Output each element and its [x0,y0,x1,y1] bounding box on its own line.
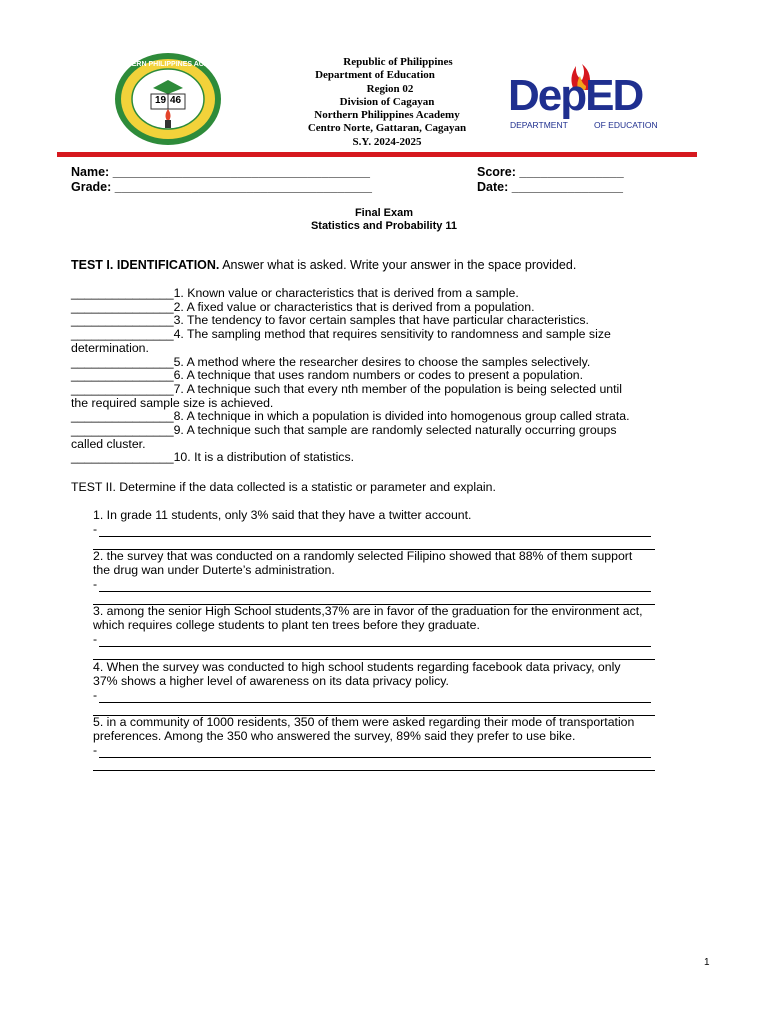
header-line-department: Department of Education [315,69,435,82]
test2-item-4: 4. When the survey was conducted to high school students regarding facebook data privacy, only [93,660,621,674]
header-line-school: Northern Philippines Academy [314,109,460,122]
page-number: 1 [704,957,710,968]
test1-item-10: _______________10. It is a distribution of statistics. [71,450,355,465]
test2-instructions: TEST II. Determine if the data collected is a statistic or parameter and explain. [71,480,496,494]
grade-field[interactable] [71,180,372,194]
answer-line[interactable] [99,536,651,537]
score-label: Score: [477,165,516,179]
test1-instructions: Answer what is asked. Write your answer in the space provided. [219,258,577,272]
test1-item-5: _______________5. A method where the researcher desires to choose the samples selectively. [71,354,591,369]
header-divider [57,152,697,157]
seal-year-right: 46 [170,95,182,106]
test2-item-2: 2. the survey that was conducted on a randomly selected Filipino showed that 88% of them support [93,549,633,563]
test1-heading [71,259,576,273]
date-field[interactable] [477,180,623,194]
test2-item-3: 3. among the senior High School students,37% are in favor of the graduation for the environment act, [93,604,643,618]
test1-item-9: _______________9. A technique such that sample are randomly selected naturally occurring groups [71,423,617,438]
exam-title: Final Exam [354,207,414,219]
test1-heading-label: TEST I [71,258,110,272]
test2-item-2-cont: the drug wan under Duterte’s administration. [93,563,335,577]
test2-item-4-cont: 37% shows a higher level of awareness on its data privacy policy. [93,674,449,688]
test1-item-9-cont: called cluster. [71,436,146,451]
name-label: Name: [71,165,110,179]
test1-heading-type: . IDENTIFICATION. [109,258,220,272]
grade-blank[interactable]: _____________________________________ [114,180,373,194]
answer-line[interactable] [99,646,651,647]
test1-item-3: _______________3. The tendency to favor certain samples that have particular characteristics. [71,313,589,328]
test1-item-1: _______________1. Known value or characteristics that is derived from a sample. [71,286,519,300]
test1-item-8: _______________8. A technique in which a population is divided into homogenous group called strata. [71,409,630,424]
school-seal-logo [106,52,230,147]
seal-ring-text: NORTHERN PHILIPPINES ACADEMY [106,61,230,68]
test2-item-3-dash: - [93,632,98,646]
test1-item-7-cont: the required sample size is achieved. [71,395,274,410]
deped-logo-subtext-left: DEPARTMENT [510,120,568,130]
test1-item-6: _______________6. A technique that uses random numbers or codes to present a population. [71,368,584,383]
header-line-school-year: S.Y. 2024-2025 [352,135,422,148]
test1-items [71,287,630,465]
deped-logo-wordmark: DepED [508,71,643,120]
header-line-region: Region 02 [366,82,414,95]
exam-subject: Statistics and Probability 11 [310,220,458,232]
grade-label: Grade: [71,180,112,194]
name-field[interactable] [71,165,370,179]
score-blank[interactable]: _______________ [519,165,624,179]
test2-item-2-dash: - [93,577,98,591]
letterhead [270,56,510,149]
date-blank[interactable]: ________________ [511,180,623,194]
test2-item-5-cont: preferences. Among the 350 who answered the survey, 89% said they prefer to use bike. [93,729,576,743]
name-blank[interactable]: _____________________________________ [112,165,370,179]
answer-line[interactable] [99,702,651,703]
answer-line[interactable] [93,770,655,771]
deped-logo-subtext-right: OF EDUCATION [594,120,658,130]
header-line-division: Division of Cagayan [339,95,435,108]
test2-item-3-cont: which requires college students to plant ten trees before they graduate. [93,618,480,632]
answer-line[interactable] [99,757,651,758]
test1-item-4-cont: determination. [71,340,149,355]
test2-item-5-dash: - [93,743,98,757]
answer-line[interactable] [99,591,651,592]
test2-item-4-dash: - [93,688,98,702]
header-line-republic: Republic of Philippines [343,56,453,68]
deped-logo [508,60,668,132]
test2-item-1-dash: - [93,522,98,536]
seal-year-left: 19 [155,95,167,106]
date-label: Date: [477,180,509,194]
test1-item-7: _______________7. A technique such that every nth member of the population is being selected until [71,381,623,396]
test2-item-5: 5. in a community of 1000 residents, 350 of them were asked regarding their mode of transportation [93,715,635,729]
test1-item-2: _______________2. A fixed value or characteristics that is derived from a population. [71,299,535,314]
test1-item-4: _______________4. The sampling method that requires sensitivity to randomness and sample size [71,327,611,342]
score-field[interactable] [477,165,624,179]
test2-item-1: 1. In grade 11 students, only 3% said that they have a twitter account. [93,508,472,522]
header-line-address: Centro Norte, Gattaran, Cagayan [307,122,467,135]
